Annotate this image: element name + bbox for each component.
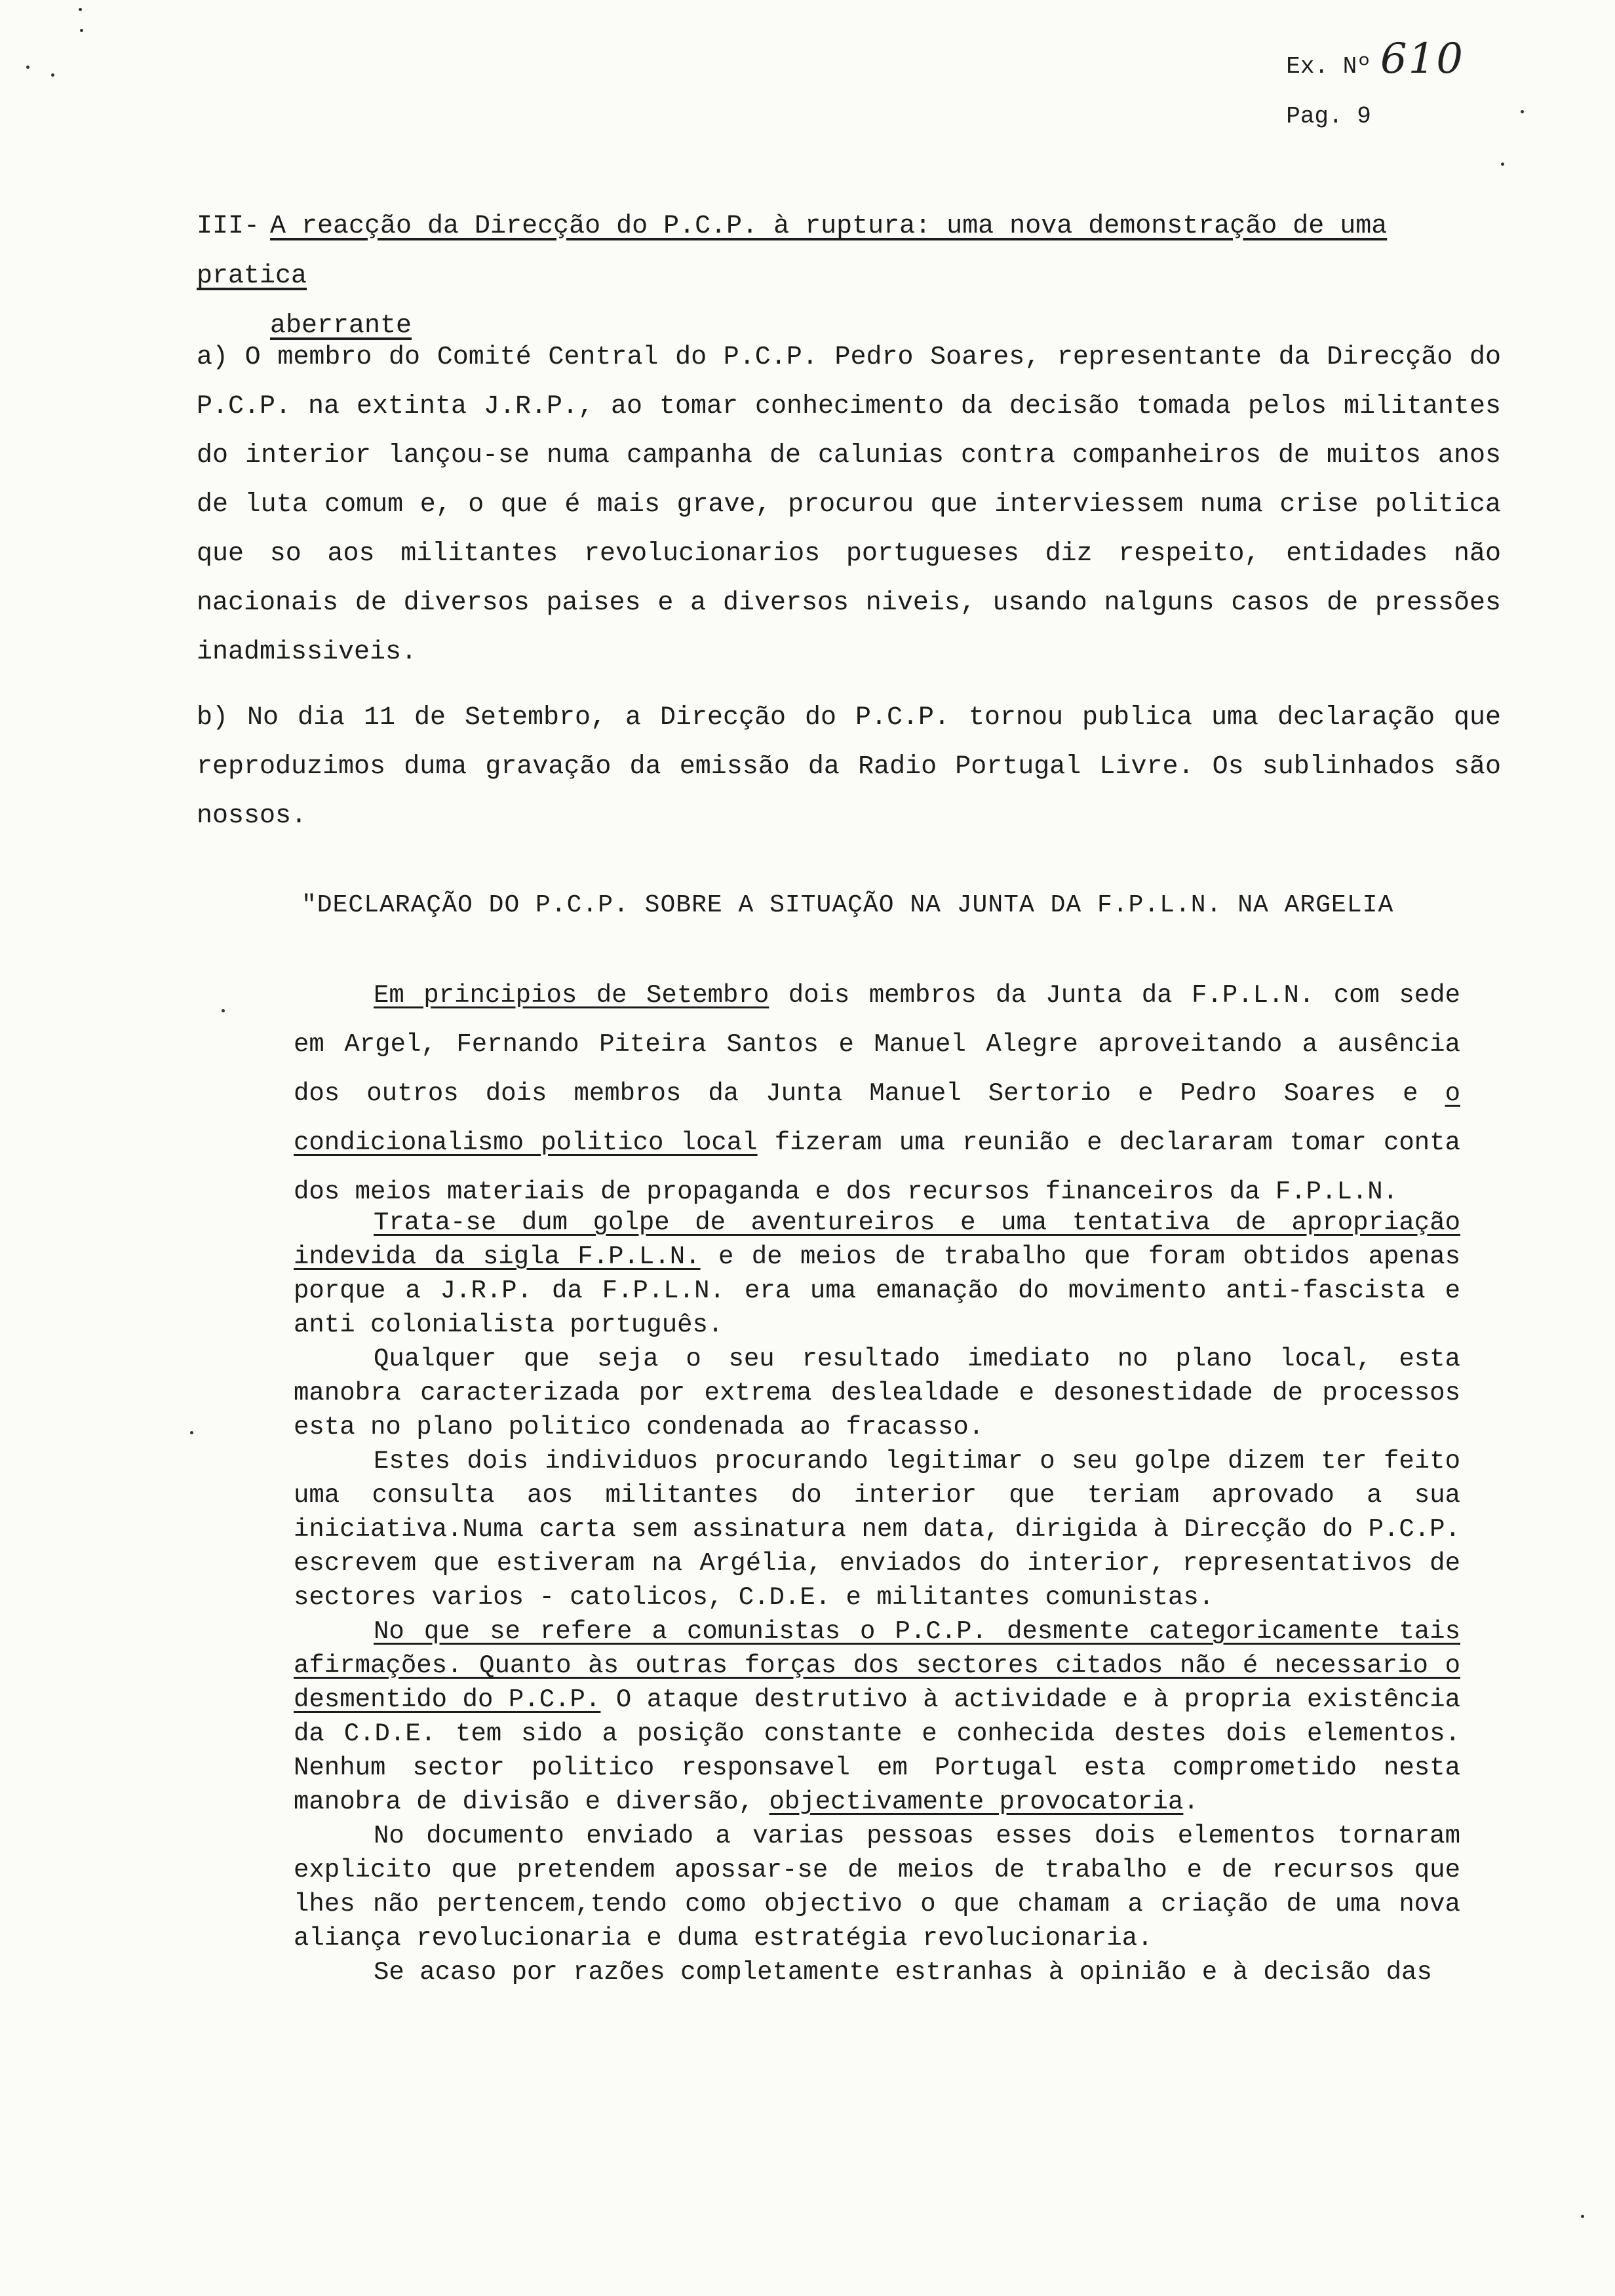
scan-speck <box>222 1009 225 1012</box>
text-run: O ataque destrutivo à actividade e à propria existência da C.D.E. tem sido a posição constante e conhecida destes dois elementos. Nenhum sector politico responsavel em Portugal esta comprometido nesta manobra de divisão e diversão, <box>294 1685 1460 1816</box>
text-run: dois membros da Junta da F.P.L.N. com sede em Argel, Fernando Piteira Santos e Manuel Alegre aproveitando a ausência dos outros dois membros da Junta Manuel Sertorio e Pedro Soares e <box>294 981 1460 1108</box>
scan-speck <box>26 66 29 69</box>
declaration-paragraph-4: Estes dois individuos procurando legitimar o seu golpe dizem ter feito uma consulta aos militantes do interior que teriam aprovado a sua iniciativa.Numa carta sem assinatura nem data, dirigida à Direcção do P.C.P. escrevem que estiveram na Argélia, enviados do interior, representativos de sectores varios - catolicos, C.D.E. e militantes comunistas. <box>294 1447 1460 1612</box>
scan-speck <box>190 1431 193 1434</box>
exemplar-label: Ex. Nº <box>1286 53 1371 80</box>
declaration-paragraph-2 <box>294 1206 1460 1342</box>
declaration-paragraph-5 <box>294 1615 1460 1819</box>
declaration-paragraph-7: Se acaso por razões completamente estranhas à opinião e à decisão das <box>374 1958 1432 1987</box>
page-header <box>1286 34 1464 142</box>
scan-speck <box>80 29 83 32</box>
section-title-line2: aberrante <box>270 311 412 341</box>
text-run: fizeram uma reunião e declararam tomar conta dos meios materiais de propaganda e dos recursos financeiros da F.P.L.N. <box>294 1128 1460 1206</box>
section-title-line1: A reacção da Direcção do P.C.P. à ruptura: uma nova demonstração de uma pratica <box>197 212 1388 291</box>
underlined-phrase: No que se refere a comunistas o P.C.P. desmente categoricamente tais afirmações. Quanto às outras forças dos sectores citados não é necessario o desmentido do P.C.P. <box>294 1617 1460 1714</box>
page-number: Pag. 9 <box>1286 103 1371 130</box>
text-run: e de meios de trabalho que foram obtidos apenas porque a J.R.P. da F.P.L.N. era uma emanação do movimento anti-fascista e anti colonialista português. <box>294 1242 1460 1339</box>
declaration-paragraph-3: Qualquer que seja o seu resultado imediato no plano local, esta manobra caracterizada por extrema deslealdade e desonestidade de processos esta no plano politico condenada ao fracasso. <box>294 1345 1460 1442</box>
scan-speck <box>79 8 82 11</box>
paragraph-a: a) O membro do Comité Central do P.C.P. Pedro Soares, representante da Direcção do P.C.P. na extinta J.R.P., ao tomar conhecimento da decisão tomada pelos militantes do interior lançou-se numa campanha de calunias contra companheiros de muitos anos de luta comum e, o que é mais grave, procurou que interviessem numa crise politica que so aos militantes revolucionarios portugueses diz respeito, entidades não nacionais de diversos paises e a diversos niveis, usando nalguns casos de pressões inadmissiveis. <box>197 343 1501 667</box>
declaration-title: "DECLARAÇÃO DO P.C.P. SOBRE A SITUAÇÃO NA JUNTA DA F.P.L.N. NA ARGELIA <box>302 891 1394 919</box>
section-number: III- <box>197 212 260 241</box>
declaration-paragraph-6: No documento enviado a varias pessoas esses dois elementos tornaram explicito que pretendem apossar-se de meios de trabalho e de recursos que lhes não pertencem,tendo como objectivo o que chamam a criação de uma nova aliança revolucionaria e duma estratégia revolucionaria. <box>294 1822 1460 1953</box>
paragraph-b: b) No dia 11 de Setembro, a Direcção do P.C.P. tornou publica uma declaração que reproduzimos duma gravação da emissão da Radio Portugal Livre. Os sublinhados são nossos. <box>197 703 1501 831</box>
underlined-phrase: objectivamente provocatoria <box>769 1788 1184 1816</box>
exemplar-number <box>1286 34 1464 92</box>
underlined-phrase: Trata-se dum golpe de aventureiros e uma tentativa de apropriação indevida da sigla F.P.L.N. <box>294 1208 1460 1271</box>
declaration-body <box>294 1206 1460 1989</box>
underlined-phrase: Em principios de Setembro <box>374 981 769 1010</box>
text-run: . <box>1183 1788 1199 1816</box>
scan-speck <box>1501 163 1504 166</box>
scan-speck <box>1581 2215 1584 2218</box>
underlined-phrase: o condicionalismo politico local <box>294 1079 1460 1157</box>
scan-speck <box>51 73 54 77</box>
declaration-paragraph-1 <box>294 971 1460 1217</box>
exemplar-handwritten-number: 610 <box>1380 35 1464 83</box>
section-heading <box>197 202 1494 351</box>
scan-speck <box>1521 110 1524 113</box>
